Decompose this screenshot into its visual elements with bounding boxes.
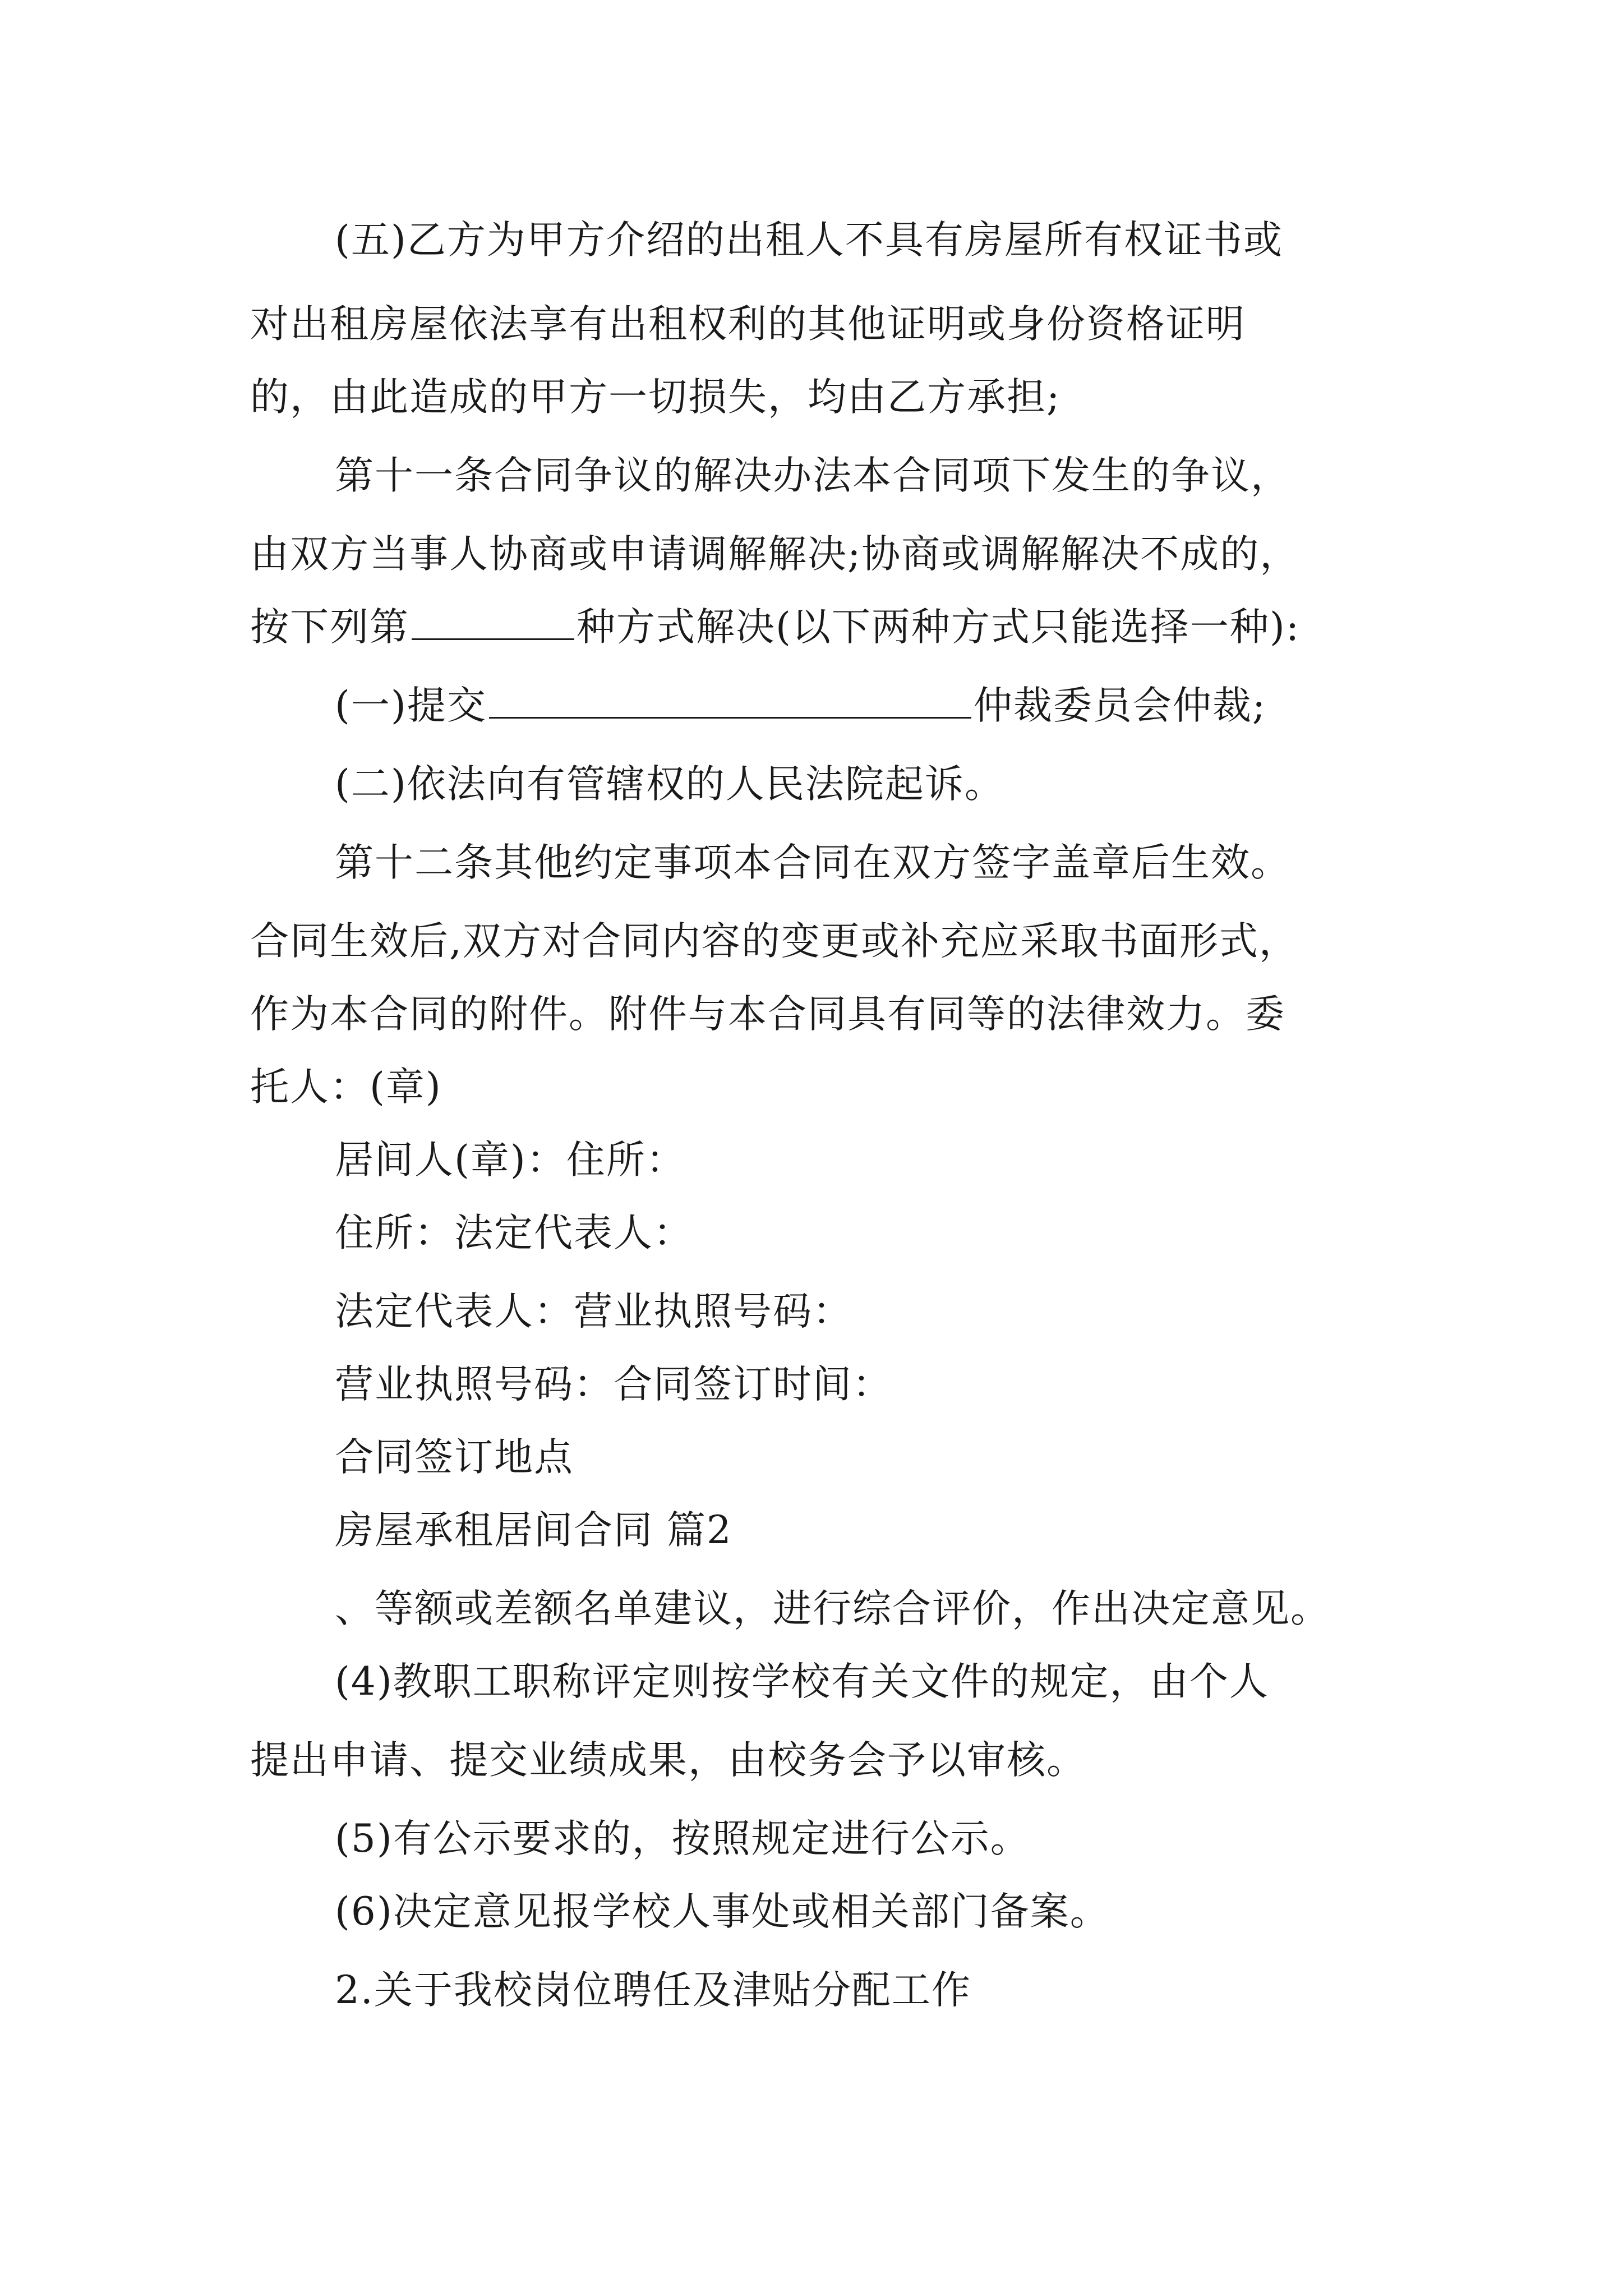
article-12-line-3: 作为本合同的附件。附件与本合同具有同等的法律效力。委 <box>250 992 1285 1037</box>
signature-line-4: 营业执照号码：合同签订时间： <box>335 1362 892 1407</box>
option-2-line: (二)依法向有管辖权的人民法院起诉。 <box>335 762 1004 807</box>
article-11-line-3-start: 按下列第 <box>250 605 409 650</box>
article-11-line-1: 第十一条合同争议的解决办法本合同项下发生的争议， <box>335 453 1290 498</box>
paragraph-line-1: (五)乙方为甲方介绍的出租人不具有房屋所有权证书或 <box>335 218 1283 263</box>
paragraph-line-3: 的，由此造成的甲方一切损失，均由乙方承担; <box>250 375 1061 420</box>
item-5-line: (5)有公示要求的，按照规定进行公示。 <box>335 1816 1030 1861</box>
option-1-line <box>335 672 1266 739</box>
signature-line-3: 法定代表人：营业执照号码： <box>335 1289 852 1334</box>
option-1-end: 仲裁委员会仲裁; <box>973 683 1267 728</box>
signature-line-1: 居间人(章)：住所： <box>335 1138 686 1182</box>
method-choice-blank <box>412 605 574 640</box>
paragraph-line-2: 对出租房屋依法享有出租权利的其他证明或身份资格证明 <box>250 302 1246 347</box>
article-11-line-2: 由双方当事人协商或申请调解解决;协商或调解解决不成的， <box>250 532 1300 577</box>
signature-line-2: 住所：法定代表人： <box>335 1211 693 1255</box>
article-12-line-1: 第十二条其他约定事项本合同在双方签字盖章后生效。 <box>335 840 1290 885</box>
option-1-start: (一)提交 <box>335 683 487 728</box>
evaluation-line: 、等额或差额名单建议，进行综合评价，作出决定意见。 <box>335 1586 1330 1631</box>
article-11-line-3 <box>250 593 1300 661</box>
item-6-line: (6)决定意见报学校人事处或相关部门备案。 <box>335 1889 1110 1934</box>
heading-2-line: 2.关于我校岗位聘任及津贴分配工作 <box>335 1968 971 2013</box>
signature-line-5: 合同签订地点 <box>335 1435 574 1480</box>
item-4-line-2: 提出申请、提交业绩成果，由校务会予以审核。 <box>250 1738 1086 1783</box>
article-12-line-4: 托人：(章) <box>250 1065 442 1110</box>
article-12-line-2: 合同生效后,双方对合同内容的变更或补充应采取书面形式， <box>250 919 1299 964</box>
section-title-part-2: 房屋承租居间合同 篇2 <box>335 1508 732 1553</box>
article-11-line-3-end: 种方式解决(以下两种方式只能选择一种): <box>577 605 1301 650</box>
arbitration-committee-blank <box>489 683 971 719</box>
item-4-line-1: (4)教职工职称评定则按学校有关文件的规定，由个人 <box>335 1659 1269 1704</box>
